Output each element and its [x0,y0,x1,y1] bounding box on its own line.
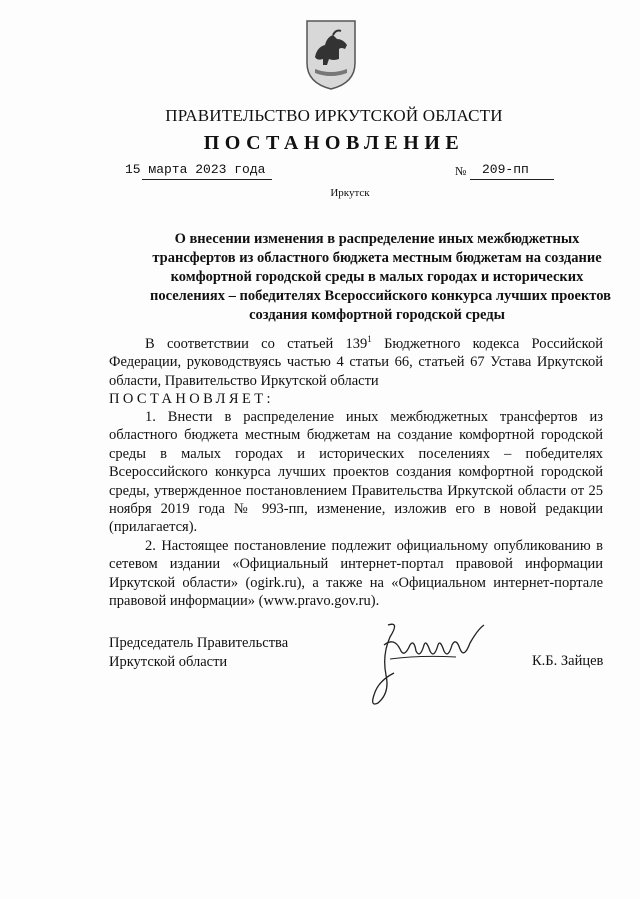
item-1-paragraph: 1. Внести в распределение иных межбюджетных трансфертов из областного бюджета местным бюджетам на создание комфортной городской среды в малых городах и исторических поселениях – победителях Всероссийского конкурса лучших проектов создания комфортной городской среды, утвержденное постановлением Правительства Иркутской области от 25 ноября 2019 года № 993-пп, изменение, изложив его в новой редакции (прилагается). [109,409,603,536]
intro-text-start: В соответствии со статьей 139 [145,336,368,352]
title-line: создания комфортной городской среды [249,307,505,323]
government-name: ПРАВИТЕЛЬСТВО ИРКУТСКОЙ ОБЛАСТИ [165,106,503,125]
title-line: комфортной городской среды в малых городах и исторических [170,269,584,285]
number-underline [470,179,554,180]
signatory-position [109,634,288,671]
handwritten-signature [360,615,500,710]
title-line: трансфертов из областного бюджета местным бюджетам на создание [152,250,602,266]
title-line: О внесении изменения в распределение иных межбюджетных [174,231,580,247]
position-line: Иркутской области [109,653,228,670]
article-superscript: 1 [367,334,372,345]
signatory-name: К.Б. Зайцев [532,653,604,669]
position-line: Председатель Правительства [109,635,289,651]
coat-of-arms-emblem [303,17,359,91]
document-type: ПОСТАНОВЛЕНИЕ [203,132,465,154]
item-2-paragraph: 2. Настоящее постановление подлежит официальному опубликованию в сетевом издании «Официальный интернет-портал правовой информации Иркутской области» (ogirk.ru), а также на «Официальном интернет-портале правовой информации» (www.pravo.gov.ru). [109,538,603,610]
intro-paragraph [109,335,603,390]
title-line: поселениях – победителях Всероссийского конкурса лучших проектов [150,288,611,304]
city-name: Иркутск [330,187,370,199]
document-number: 209-пп [482,162,529,177]
number-label: № [455,164,467,178]
resolves-label: ПОСТАНОВЛЯЕТ: [109,391,274,407]
document-date: 15 марта 2023 года [125,162,266,177]
document-title [150,230,611,325]
date-underline [142,179,272,180]
intro-text-end: Бюджетного кодекса Российской Федерации, руководствуясь частью 4 статьи 66, статьей 67 Устава Иркутской области, Правительство Иркутской области [109,336,604,389]
